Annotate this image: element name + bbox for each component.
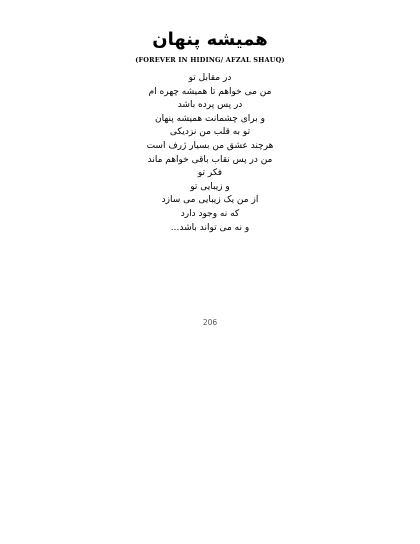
poem-line: و نه می تواند باشد... — [170, 222, 250, 233]
poem-line: من در پس نقاب باقی خواهم ماند — [147, 154, 273, 165]
poem-line: فکر تو — [197, 168, 223, 179]
poem-line: و زیبایی تو — [190, 181, 230, 192]
poem-line: که نه وجود دارد — [180, 208, 240, 219]
poem-line: من می خواهم تا همیشه چهره ام — [148, 86, 272, 97]
poem-line: در پس پرده باشد — [177, 100, 243, 111]
poem-line: در مقابل تو — [188, 73, 232, 83]
poem-line: تو به قلب من نزدیکی — [169, 127, 251, 138]
poem-line: از من یک زیبایی می سازد — [161, 195, 259, 206]
poem-line: و برای چشمانت همیشه پنهان — [155, 113, 265, 124]
poem-body — [0, 72, 420, 235]
page-number: 206 — [202, 318, 218, 327]
poem-subtitle: (FOREVER IN HIDING/ AFZAL SHAUQ) — [135, 56, 285, 64]
poem-line: هرچند عشق من بسیار ژرف است — [146, 140, 274, 151]
poem-title: همیشه پنهان — [152, 29, 268, 50]
